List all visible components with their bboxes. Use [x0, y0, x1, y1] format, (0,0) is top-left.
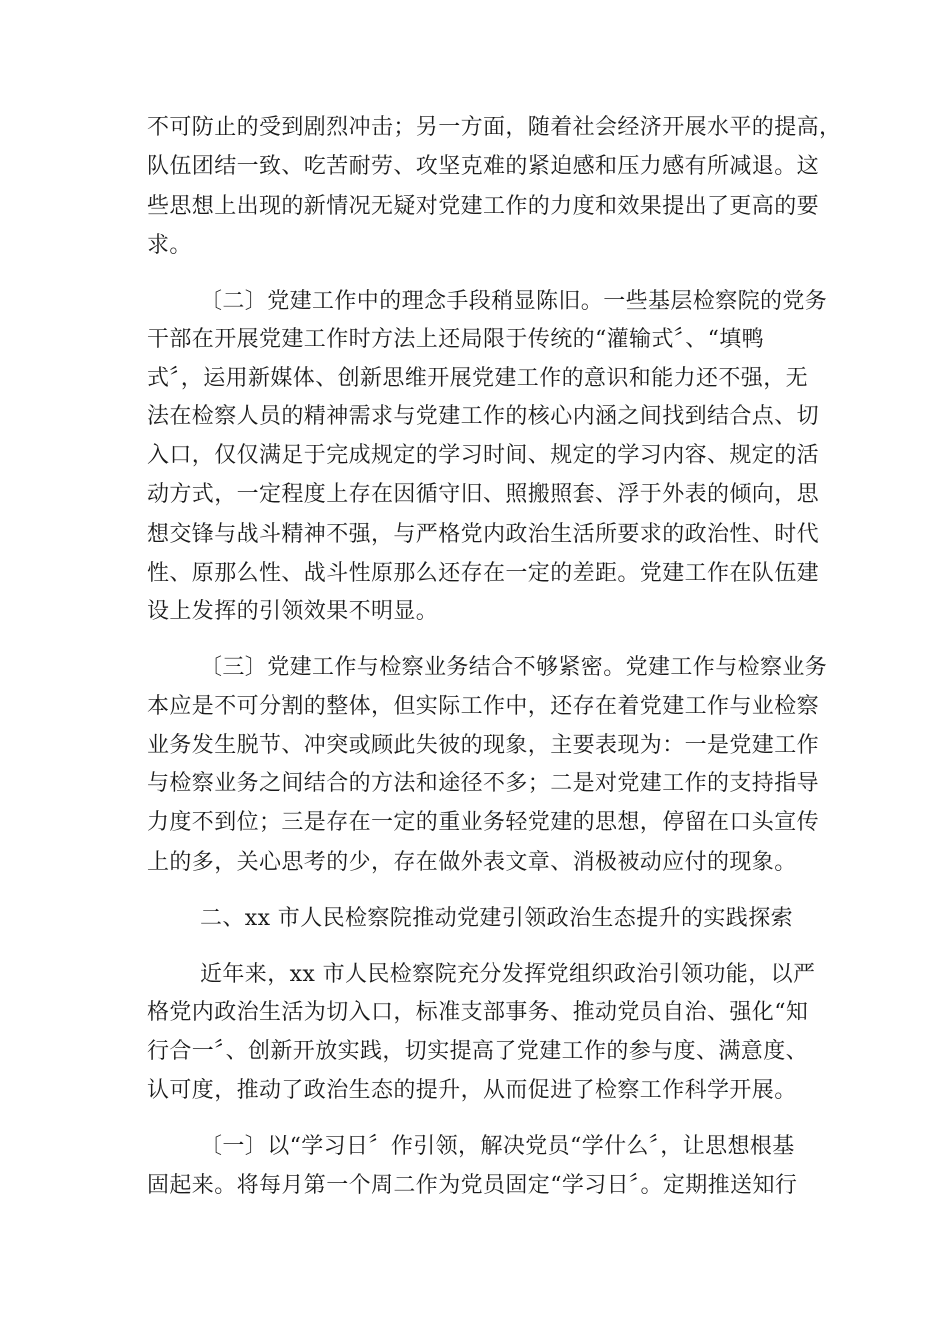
text-line: 些思想上出现的新情况无疑对党建工作的力度和效果提出了更高的要: [147, 194, 820, 219]
text-line: 认可度，推动了政治生态的提升，从而促进了检察工作科学开展。: [147, 1078, 797, 1103]
text-line: 设上发挥的引领效果不明显。: [147, 599, 439, 624]
text-line: 力度不到位；三是存在一定的重业务轻党建的思想，停留在口头宣传: [147, 810, 820, 835]
text-line: 法在检察人员的精神需求与党建工作的核心内涵之间找到结合点、切: [147, 404, 820, 429]
text-line: 性、原那么性、战斗性原那么还存在一定的差距。党建工作在队伍建: [147, 561, 820, 586]
text-line: 近年来，xx 市人民检察院充分发挥党组织政治引领功能，以严: [200, 962, 816, 987]
text-line: 干部在开展党建工作时方法上还局限于传统的“灌输式〞、“填鸭: [147, 327, 765, 352]
text-line: 入口，仅仅满足于完成规定的学习时间、规定的学习内容、规定的活: [147, 443, 820, 468]
text-line: 队伍团结一致、吃苦耐劳、攻坚克难的紧迫感和压力感有所减退。这: [147, 154, 820, 179]
text-line: 式〞，运用新媒体、创新思维开展党建工作的意识和能力还不强，无: [147, 366, 809, 391]
section-heading: 二、xx 市人民检察院推动党建引领政治生态提升的实践探索: [200, 906, 794, 931]
text-line: 业务发生脱节、冲突或顾此失彼的现象，主要表现为：一是党建工作: [147, 733, 820, 758]
text-line: 不可防止的受到剧烈冲击；另一方面，随着社会经济开展水平的提高，: [147, 115, 842, 140]
text-line: 动方式，一定程度上存在因循守旧、照搬照套、浮于外表的倾向，思: [147, 482, 820, 507]
text-line: 〔二〕党建工作中的理念手段稍显陈旧。一些基层检察院的党务: [200, 289, 828, 314]
text-line: 本应是不可分割的整体，但实际工作中，还存在着党建工作与业检察: [147, 694, 820, 719]
text-line: 上的多，关心思考的少，存在做外表文章、消极被动应付的现象。: [147, 850, 797, 875]
text-line: 〔三〕党建工作与检察业务结合不够紧密。党建工作与检察业务: [200, 655, 828, 680]
text-line: 与检察业务之间结合的方法和途径不多；二是对党建工作的支持指导: [147, 771, 820, 796]
text-line: 行合一〞、创新开放实践，切实提高了党建工作的参与度、满意度、: [147, 1039, 809, 1064]
text-line: 格党内政治生活为切入口，标准支部事务、推动党员自治、强化“知: [147, 1000, 809, 1025]
text-line: 固起来。将每月第一个周二作为党员固定“学习日〞。定期推送知行: [147, 1173, 798, 1198]
text-line: 〔一〕以“学习日〞作引领，解决党员“学什么〞，让思想根基: [200, 1134, 795, 1159]
text-line: 想交锋与战斗精神不强，与严格党内政治生活所要求的政治性、时代: [147, 522, 820, 547]
text-line: 求。: [147, 233, 192, 258]
